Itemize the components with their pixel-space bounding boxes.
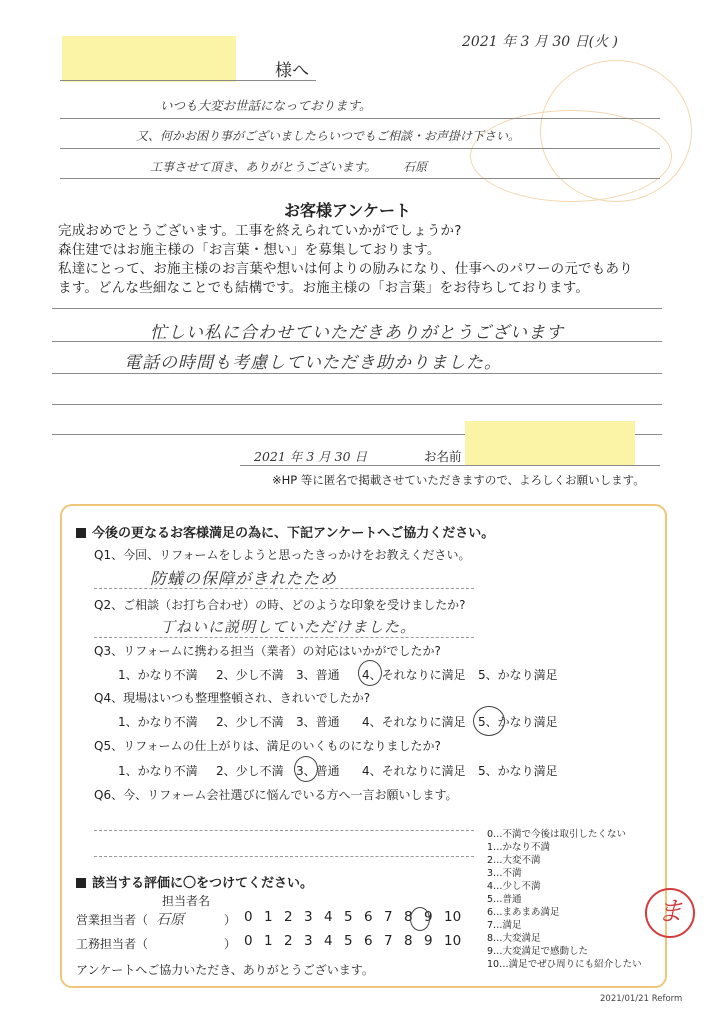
rating-value[interactable]: 10 (444, 933, 462, 949)
answer-line (94, 856, 474, 857)
intro-line: 森住建ではお施主様の「お言葉・想い」を募集しております。 (58, 242, 441, 258)
staff-message-line: 工事させて頂き、ありがとうございます。 (150, 160, 377, 174)
rating-value[interactable]: 6 (364, 933, 373, 949)
legend-item: 0…不満で今後は取引したくない (487, 829, 627, 840)
survey-title: お客様アンケート (284, 201, 412, 220)
rating-value[interactable]: 3 (304, 909, 313, 925)
rating-value[interactable]: 8 (404, 933, 413, 949)
intro-line: ます。どんな些細なことでも結構です。お施主様の「お言葉」をお待ちしております。 (58, 280, 590, 296)
rating-value[interactable]: 9 (424, 909, 433, 925)
staff-message-line: 又、何かお困り事がございましたらいつでもご相談・お声掛け下さい。 (136, 129, 521, 143)
staff-name-label: 担当者名 (162, 894, 211, 908)
rating-value[interactable]: 3 (304, 933, 313, 949)
answer-line (94, 588, 474, 589)
rating-row-label: 工務担当者（ (76, 937, 149, 951)
legend-item: 6…まあまあ満足 (487, 907, 560, 918)
red-stamp (645, 888, 695, 938)
signature-name-redaction (465, 421, 635, 465)
rating-legend (487, 828, 642, 971)
question-label: Q5、リフォームの仕上がりは、満足のいくものになりましたか? (94, 739, 441, 753)
option-3[interactable]: 3、普通 (296, 668, 340, 682)
staff-message-line: いつも大変お世話になっております。 (160, 98, 372, 113)
option-4[interactable]: 4、それなりに満足 (362, 668, 466, 682)
square-bullet-icon (76, 528, 86, 538)
rating-value[interactable]: 2 (284, 909, 293, 925)
q5-options (118, 762, 588, 778)
survey-heading-text: 今後の更なるお客様満足の為に、下記アンケートへご協力ください。 (92, 526, 495, 541)
selection-circle (410, 907, 430, 931)
option-5[interactable]: 5、かなり満足 (478, 668, 558, 682)
rating-scale (244, 909, 484, 929)
thanks-text: アンケートへご協力いただき、ありがとうございます。 (76, 963, 374, 977)
rating-value[interactable]: 4 (324, 933, 333, 949)
rating-value[interactable]: 10 (444, 909, 462, 925)
question-label: Q6、今、リフォーム会社選びに悩んでいる方へ一言お願いします。 (94, 788, 458, 802)
question-answer: 防蟻の保障がきれたため (150, 569, 338, 588)
option-2[interactable]: 2、少し不満 (216, 764, 284, 778)
decorative-flourish (470, 110, 672, 202)
stamp-mark: ま (656, 897, 683, 927)
option-5[interactable]: 5、かなり満足 (478, 764, 558, 778)
legend-item: 1…かなり不満 (487, 842, 551, 853)
comment-rule (52, 404, 662, 405)
rating-value[interactable]: 7 (384, 909, 393, 925)
rating-value[interactable]: 9 (424, 933, 433, 949)
footer-version: 2021/01/21 Reform (600, 994, 683, 1004)
question-label: Q1、今回、リフォームをしようと思ったきっかけをお教えください。 (94, 548, 471, 562)
rating-row-close: ） (224, 937, 237, 951)
rating-value[interactable]: 8 (404, 909, 413, 925)
selection-circle (473, 706, 505, 736)
rating-value[interactable]: 0 (244, 909, 253, 925)
option-1[interactable]: 1、かなり不満 (118, 715, 198, 729)
q4-options (118, 713, 588, 729)
option-3[interactable]: 3、普通 (296, 764, 340, 778)
option-4[interactable]: 4、それなりに満足 (362, 764, 466, 778)
rating-value[interactable]: 5 (344, 933, 353, 949)
message-rule (60, 178, 660, 179)
comment-rule (52, 373, 662, 374)
staff-signature: 石原 (403, 160, 428, 174)
rating-row-label: 営業担当者（ (76, 913, 149, 927)
option-2[interactable]: 2、少し不満 (216, 715, 284, 729)
rating-value[interactable]: 7 (384, 933, 393, 949)
signature-date: 2021 年 3 月 30 日 (254, 449, 368, 464)
selection-circle (294, 756, 318, 782)
legend-item: 9…大変満足で感動した (487, 946, 589, 957)
legend-item: 2…大変不満 (487, 855, 541, 866)
legend-item: 10…満足でぜひ周りにも紹介したい (487, 959, 642, 970)
square-bullet-icon (76, 878, 86, 888)
rating-value[interactable]: 5 (344, 909, 353, 925)
answer-line (94, 830, 474, 831)
question-answer: 丁ねいに説明していただけました。 (160, 618, 417, 636)
rating-value[interactable]: 1 (264, 933, 273, 949)
legend-item: 4…少し不満 (487, 881, 541, 892)
recipient-underline (60, 80, 316, 81)
header-date: 2021 年 3 月 30 日(火 ) (462, 34, 618, 50)
rating-value[interactable]: 4 (324, 909, 333, 925)
customer-comment-line: 忙しい私に合わせていただきありがとうございます (150, 323, 564, 343)
question-label: Q4、現場はいつも整理整頓され、きれいでしたか? (94, 691, 371, 705)
option-4[interactable]: 4、それなりに満足 (362, 715, 466, 729)
legend-item: 5…普通 (487, 894, 522, 905)
option-1[interactable]: 1、かなり不満 (118, 668, 198, 682)
message-rule (60, 118, 660, 119)
q3-options (118, 666, 588, 682)
legend-item: 8…大変満足 (487, 933, 541, 944)
survey-heading (76, 522, 494, 541)
question-label: Q3、リフォームに携わる担当（業者）の対応はいかがでしたか? (94, 644, 441, 658)
legend-item: 3…不満 (487, 868, 522, 879)
comment-rule (52, 341, 662, 342)
intro-line: 完成おめでとうございます。工事を終えられていかがでしょうか? (58, 223, 462, 239)
rating-row-construction (76, 933, 486, 953)
rating-value[interactable]: 1 (264, 909, 273, 925)
rating-heading (76, 872, 313, 891)
question-label: Q2、ご相談（お打ち合わせ）の時、どのような印象を受けましたか? (94, 598, 466, 612)
recipient-suffix: 様へ (275, 61, 309, 81)
rating-value[interactable]: 2 (284, 933, 293, 949)
selection-circle (358, 660, 382, 686)
rating-heading-text: 該当する評価に〇をつけてください。 (92, 876, 314, 891)
option-1[interactable]: 1、かなり不満 (118, 764, 198, 778)
rating-row-name: 石原 (156, 912, 184, 928)
rating-row-close: ） (224, 913, 237, 927)
answer-line (94, 637, 474, 638)
signature-underline (240, 465, 660, 466)
option-5[interactable]: 5、かなり満足 (478, 715, 558, 729)
message-rule (60, 148, 660, 149)
legend-item: 7…満足 (487, 920, 522, 931)
option-3[interactable]: 3、普通 (296, 715, 340, 729)
intro-line: 私達にとって、お施主様のお言葉や想いは何よりの励みになり、仕事へのパワーの元でもあり (58, 261, 633, 277)
intro-paragraph (58, 222, 678, 298)
rating-value[interactable]: 0 (244, 933, 253, 949)
option-2[interactable]: 2、少し不満 (216, 668, 284, 682)
recipient-redaction (62, 36, 236, 82)
rating-scale (244, 933, 484, 953)
comment-rule (52, 308, 662, 309)
hp-notice: ※HP 等に匿名で掲載させていただきますので、よろしくお願いします。 (272, 473, 645, 487)
rating-value[interactable]: 6 (364, 909, 373, 925)
signature-name-label: お名前 (424, 449, 462, 464)
customer-comment-line: 電話の時間も考慮していただき助かりました。 (124, 353, 502, 373)
